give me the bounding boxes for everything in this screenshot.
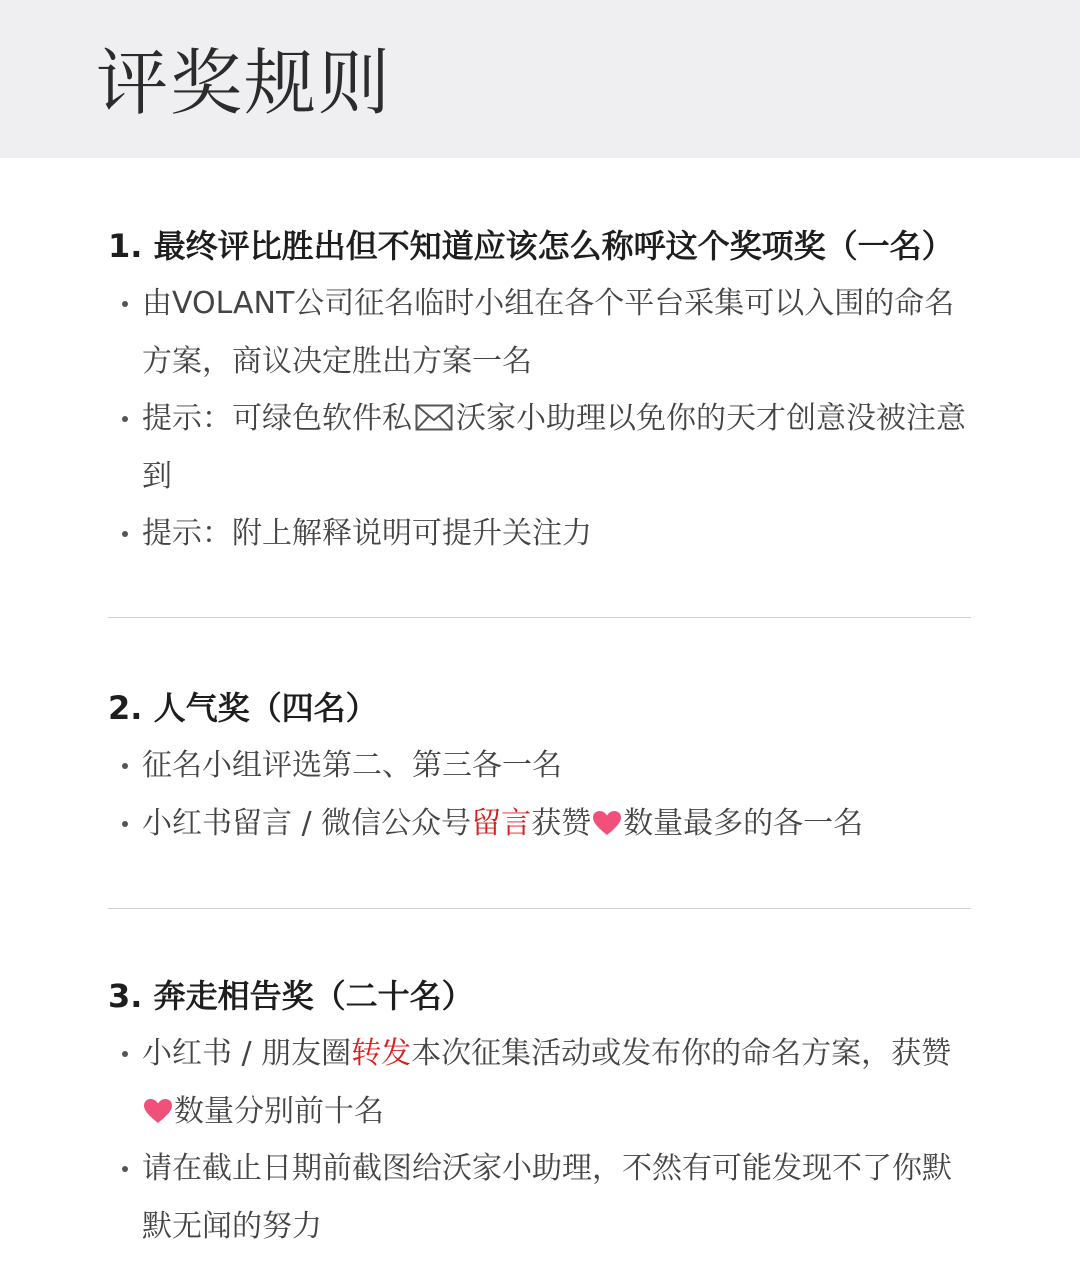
- list-item: [108, 505, 972, 563]
- item-text: 征名小组评选第二、第三各一名: [142, 748, 562, 783]
- item-text: 获赞: [531, 805, 592, 841]
- item-text: 小红书留言 / 微信公众号: [142, 805, 472, 841]
- item-text: 数量最多的各一名: [623, 805, 864, 841]
- bullet-dot: [122, 531, 128, 537]
- bullet-list: [108, 1025, 972, 1255]
- section-1: [108, 226, 972, 563]
- section-3: [108, 976, 972, 1255]
- section-2: [108, 688, 972, 852]
- header-banner: [0, 0, 1080, 158]
- bullet-dot: [122, 763, 128, 769]
- item-text: 小红书 / 朋友圈: [142, 1036, 352, 1071]
- item-text: 数量分别前十名: [174, 1093, 384, 1129]
- bullet-list: [108, 275, 972, 563]
- bullet-dot: [122, 301, 128, 307]
- highlight-text: 转发: [351, 1036, 412, 1071]
- list-item: [108, 795, 972, 853]
- divider: [108, 908, 971, 909]
- bullet-dot: [122, 1166, 128, 1172]
- section-title: 1. 最终评比胜出但不知道应该怎么称呼这个奖项奖（一名）: [108, 227, 954, 265]
- heart-icon: [143, 1098, 173, 1124]
- list-item: [108, 737, 972, 795]
- list-item: [108, 1140, 972, 1255]
- list-item: [108, 1025, 972, 1140]
- item-text: 请在截止日期前截图给沃家小助理，不然有可能发现不了你默默无闻的努力: [142, 1151, 952, 1244]
- mail-icon: [415, 404, 453, 431]
- item-text: 提示：附上解释说明可提升关注力: [142, 516, 592, 551]
- bullet-list: [108, 737, 972, 852]
- highlight-text: 留言: [471, 805, 532, 841]
- page-title: 评奖规则: [96, 41, 393, 125]
- item-text: 沃家小助理以免你的天才创意没被注意到: [142, 401, 966, 494]
- item-text: 本次征集活动或发布你的命名方案，获赞: [411, 1036, 952, 1071]
- item-text: 由VOLANT公司征名临时小组在各个平台采集可以入围的命名方案，商议决定胜出方案一名: [142, 286, 955, 379]
- bullet-dot: [122, 821, 128, 827]
- divider: [108, 617, 971, 618]
- list-item: [108, 390, 972, 505]
- section-title: 2. 人气奖（四名）: [108, 689, 378, 727]
- item-text: 提示：可绿色软件私: [142, 401, 412, 436]
- section-title: 3. 奔走相告奖（二十名）: [108, 977, 474, 1015]
- bullet-dot: [122, 416, 128, 422]
- heart-icon: [592, 810, 622, 836]
- list-item: [108, 275, 972, 390]
- bullet-dot: [122, 1051, 128, 1057]
